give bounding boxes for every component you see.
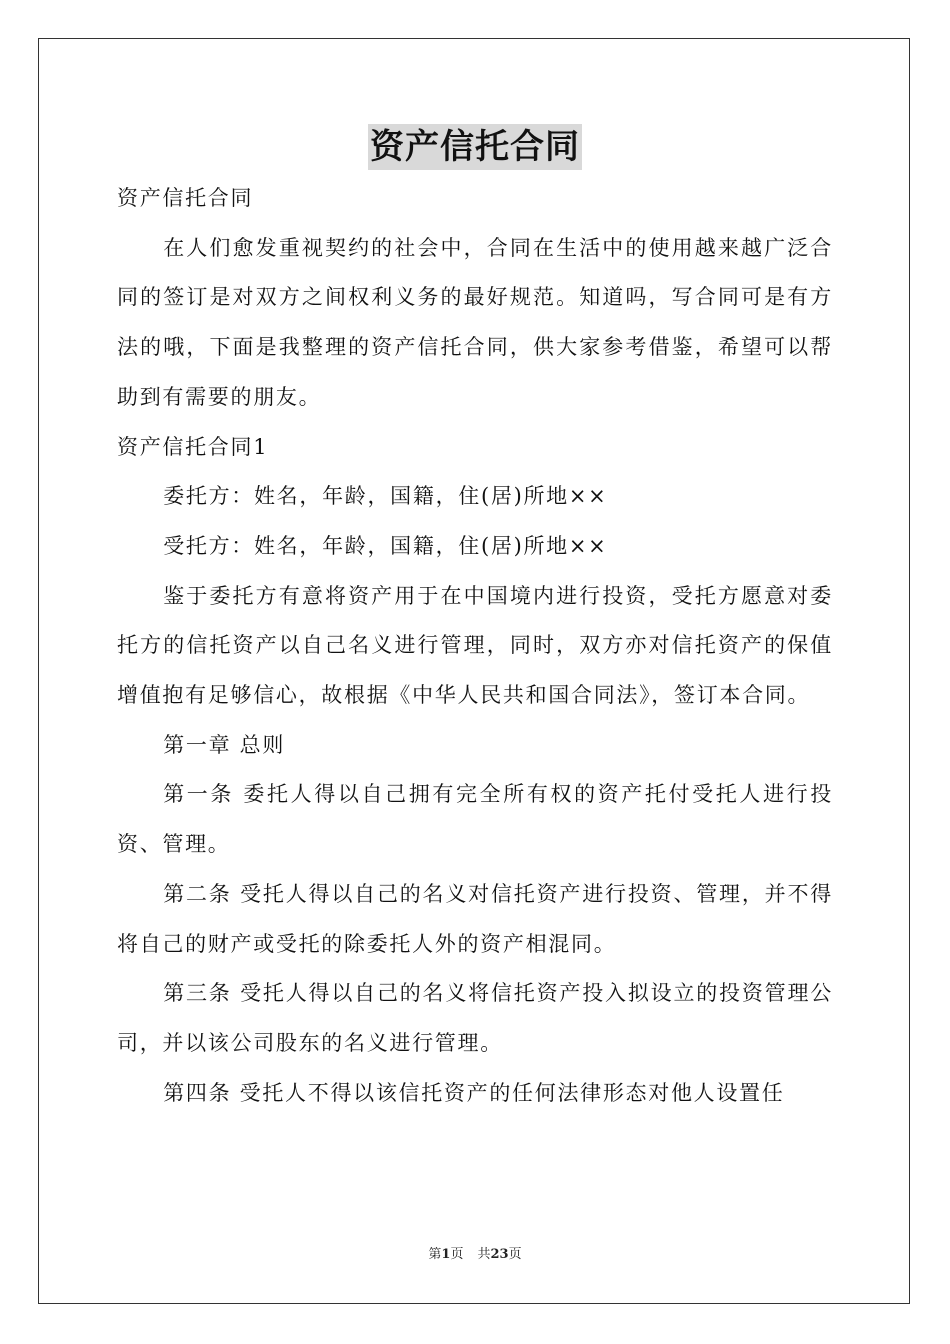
paragraph: 第二条 受托人得以自己的名义对信托资产进行投资、管理，并不得将自己的财产或受托的除委托人外的资产相混同。 (117, 881, 833, 956)
paragraph: 第一条 委托人得以自己拥有完全所有权的资产托付受托人进行投资、管理。 (117, 782, 833, 857)
paragraph: 第一章 总则 (163, 732, 286, 757)
paragraph: 第四条 受托人不得以该信托资产的任何法律形态对他人设置任 (163, 1080, 785, 1105)
paragraph: 资产信托合同 (117, 186, 254, 210)
footer-prefix: 第 (428, 1247, 442, 1262)
document-title: 资产信托合同 (368, 124, 582, 170)
paragraph: 在人们愈发重视契约的社会中，合同在生活中的使用越来越广泛合同的签订是对双方之间权利义务的最好规范。知道吗，写合同可是有方法的哦，下面是我整理的资产信托合同，供大家参考借鉴，希望可以帮助到有需要的朋友。 (117, 235, 833, 409)
paragraph: 委托方：姓名，年龄，国籍，住(居)所地×× (163, 484, 608, 509)
footer-total-suffix: 页 (508, 1247, 522, 1262)
paragraph: 受托方：姓名，年龄，国籍，住(居)所地×× (163, 533, 608, 558)
footer-page-suffix: 页 (450, 1247, 464, 1262)
title-container (0, 124, 950, 170)
paragraph: 第三条 受托人得以自己的名义将信托资产投入拟设立的投资管理公司，并以该公司股东的名义进行管理。 (117, 981, 833, 1055)
footer-total-prefix: 共 (477, 1247, 491, 1262)
paragraph: 鉴于委托方有意将资产用于在中国境内进行投资，受托方愿意对委托方的信托资产以自己名义进行管理，同时，双方亦对信托资产的保值增值抱有足够信心，故根据《中华人民共和国合同法》，签订本合同。 (117, 583, 833, 708)
current-page-number: 1 (441, 1247, 451, 1262)
document-body (117, 174, 833, 1118)
page-footer (0, 1246, 950, 1264)
paragraph: 资产信托合同1 (117, 434, 269, 459)
total-pages-number: 23 (490, 1247, 509, 1262)
